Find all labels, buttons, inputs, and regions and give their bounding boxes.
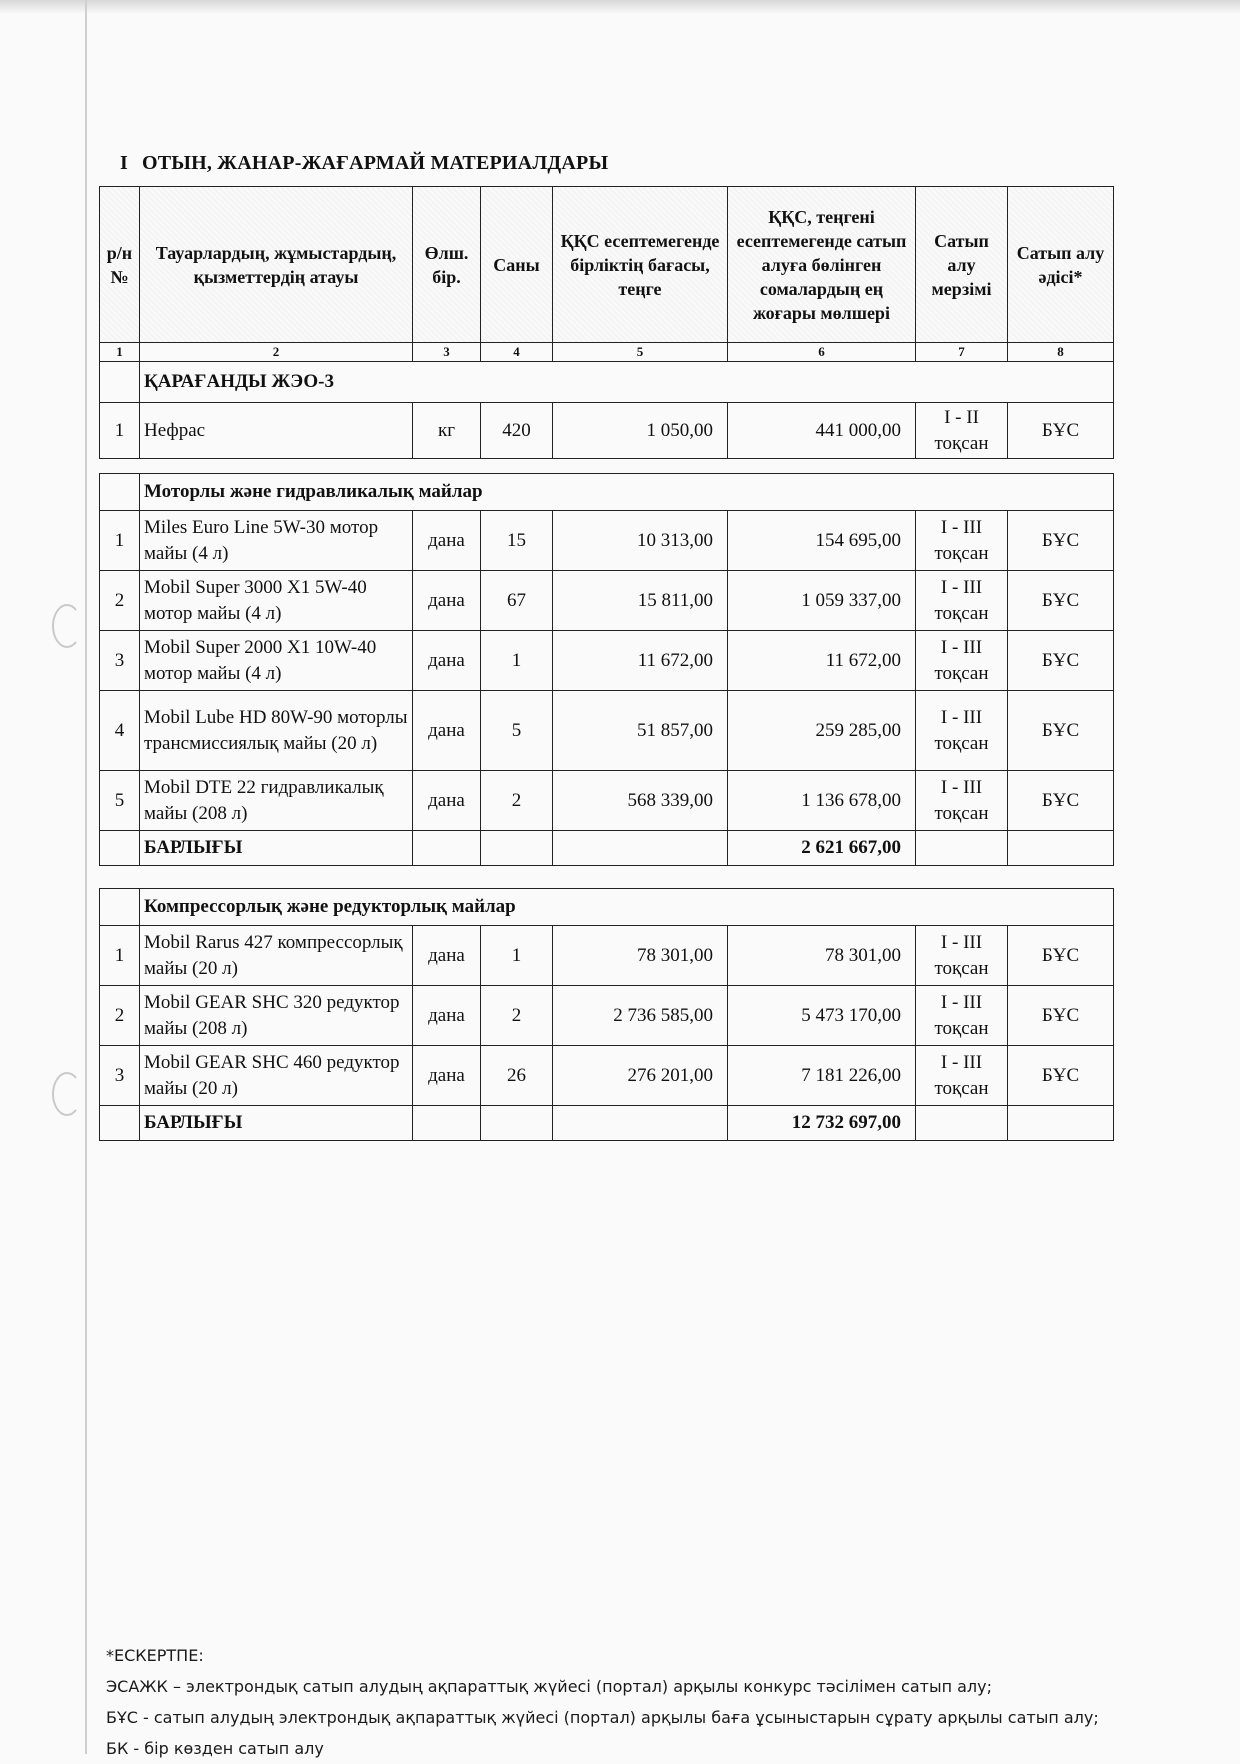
footnote-line: БҰС - сатып алудың электрондық ақпараттық жүйесі (портал) арқылы баға ұсыныстарын сұрату арқылы сатып алу;: [106, 1708, 1099, 1727]
item-name: Mobil Super 3000 X1 5W-40 мотор майы (4 л): [140, 571, 413, 631]
item-unit-price: 15 811,00: [553, 571, 728, 631]
footnote-line: БК - бір көзден сатып алу: [106, 1739, 324, 1758]
section-roman-number: I: [120, 152, 128, 174]
total-label: БАРЛЫҒЫ: [140, 1106, 413, 1141]
footnote-line: ЭСАЖК – электрондық сатып алудың ақпараттық жүйесі (портал) арқылы конкурс тәсілімен сатып алу;: [106, 1677, 993, 1696]
group-title: Моторлы және гидравликалық майлар: [140, 474, 1114, 511]
item-max-sum: 7 181 226,00: [728, 1046, 916, 1106]
item-max-sum: 5 473 170,00: [728, 986, 916, 1046]
group-title-row: [100, 474, 1114, 511]
footnote-title: *ЕСКЕРТПЕ:: [106, 1646, 204, 1665]
row-number: 2: [100, 986, 140, 1046]
group-title: Компрессорлық және редукторлық майлар: [140, 889, 1114, 926]
item-quantity: 67: [481, 571, 553, 631]
row-number: 1: [100, 403, 140, 459]
page-fold-line: [85, 0, 87, 1754]
column-number: 1: [100, 343, 140, 362]
row-number: 2: [100, 571, 140, 631]
column-number: 7: [916, 343, 1008, 362]
row-number: 1: [100, 926, 140, 986]
item-quantity: 5: [481, 691, 553, 771]
column-number: 5: [553, 343, 728, 362]
item-unit-price: 10 313,00: [553, 511, 728, 571]
column-header-term: Сатып алу мерзімі: [916, 187, 1008, 343]
item-quantity: 1: [481, 631, 553, 691]
item-name: Mobil Lube HD 80W-90 моторлы трансмиссиялық майы (20 л): [140, 691, 413, 771]
item-term: I - III тоқсан: [916, 1046, 1008, 1106]
item-method: БҰС: [1008, 511, 1114, 571]
item-term: I - III тоқсан: [916, 926, 1008, 986]
total-value: 12 732 697,00: [728, 1106, 916, 1141]
row-number: 5: [100, 771, 140, 831]
total-label: БАРЛЫҒЫ: [140, 831, 413, 866]
motor-oils-table: [99, 473, 1114, 866]
row-number: 1: [100, 511, 140, 571]
item-term: I - II тоқсан: [916, 403, 1008, 459]
column-number: 6: [728, 343, 916, 362]
item-unit: дана: [413, 986, 481, 1046]
total-value: 2 621 667,00: [728, 831, 916, 866]
item-unit: дана: [413, 511, 481, 571]
section-title-text: ОТЫН, ЖАНАР-ЖАҒАРМАЙ МАТЕРИАЛДАРЫ: [141, 152, 609, 174]
column-header-row: [100, 187, 1114, 343]
column-header-method: Сатып алу әдісі*: [1008, 187, 1114, 343]
total-row: [100, 831, 1114, 866]
item-max-sum: 1 136 678,00: [728, 771, 916, 831]
total-row: [100, 1106, 1114, 1141]
compressor-oils-table: [99, 888, 1114, 1141]
column-number: 4: [481, 343, 553, 362]
item-method: БҰС: [1008, 771, 1114, 831]
item-name: Mobil GEAR SHC 320 редуктор майы (208 л): [140, 986, 413, 1046]
item-name: Mobil Rarus 427 компрессорлық майы (20 л): [140, 926, 413, 986]
item-method: БҰС: [1008, 1046, 1114, 1106]
table-row: [100, 631, 1114, 691]
item-term: I - III тоқсан: [916, 771, 1008, 831]
item-name: Нефрас: [140, 403, 413, 459]
item-quantity: 26: [481, 1046, 553, 1106]
item-name: Mobil Super 2000 X1 10W-40 мотор майы (4 л): [140, 631, 413, 691]
item-quantity: 1: [481, 926, 553, 986]
column-header-number: р/н №: [100, 187, 140, 343]
table-row: [100, 986, 1114, 1046]
item-unit: дана: [413, 631, 481, 691]
item-unit: дана: [413, 571, 481, 631]
header-table: [99, 186, 1114, 459]
footnote: [106, 1640, 1099, 1764]
table-row: [100, 1046, 1114, 1106]
row-number: 4: [100, 691, 140, 771]
column-number: 3: [413, 343, 481, 362]
table-row: [100, 691, 1114, 771]
item-unit-price: 568 339,00: [553, 771, 728, 831]
item-unit-price: 2 736 585,00: [553, 986, 728, 1046]
item-method: БҰС: [1008, 631, 1114, 691]
item-method: БҰС: [1008, 926, 1114, 986]
item-max-sum: 259 285,00: [728, 691, 916, 771]
item-name: Miles Euro Line 5W-30 мотор майы (4 л): [140, 511, 413, 571]
item-unit: дана: [413, 1046, 481, 1106]
table-row: [100, 511, 1114, 571]
table-row: [100, 926, 1114, 986]
item-term: I - III тоқсан: [916, 571, 1008, 631]
item-max-sum: 78 301,00: [728, 926, 916, 986]
item-method: БҰС: [1008, 986, 1114, 1046]
item-max-sum: 154 695,00: [728, 511, 916, 571]
column-number-row: [100, 343, 1114, 362]
item-unit: дана: [413, 926, 481, 986]
row-number: 3: [100, 631, 140, 691]
item-unit-price: 11 672,00: [553, 631, 728, 691]
item-unit: кг: [413, 403, 481, 459]
item-term: I - III тоқсан: [916, 691, 1008, 771]
punch-hole: [52, 1072, 82, 1116]
item-name: Mobil GEAR SHC 460 редуктор майы (20 л): [140, 1046, 413, 1106]
item-quantity: 420: [481, 403, 553, 459]
item-term: I - III тоқсан: [916, 511, 1008, 571]
item-method: БҰС: [1008, 571, 1114, 631]
table-row: [100, 571, 1114, 631]
row-number: 3: [100, 1046, 140, 1106]
item-unit-price: 1 050,00: [553, 403, 728, 459]
item-max-sum: 441 000,00: [728, 403, 916, 459]
item-quantity: 15: [481, 511, 553, 571]
column-header-unit-price: ҚҚС есептемегенде бірліктің бағасы, теңге: [553, 187, 728, 343]
column-number: 8: [1008, 343, 1114, 362]
punch-hole: [52, 604, 82, 648]
item-method: БҰС: [1008, 691, 1114, 771]
item-unit-price: 51 857,00: [553, 691, 728, 771]
column-header-quantity: Саны: [481, 187, 553, 343]
item-unit: дана: [413, 771, 481, 831]
column-header-name: Тауарлардың, жұмыстардың, қызметтердің атауы: [140, 187, 413, 343]
item-unit: дана: [413, 691, 481, 771]
column-header-max-sum: ҚҚС, теңгені есептемегенде сатып алуға бөлінген сомалардың ең жоғары мөлшері: [728, 187, 916, 343]
section-title: [120, 152, 622, 175]
table-row: [100, 771, 1114, 831]
group-title-row: [100, 362, 1114, 403]
item-quantity: 2: [481, 771, 553, 831]
item-max-sum: 11 672,00: [728, 631, 916, 691]
item-unit-price: 276 201,00: [553, 1046, 728, 1106]
item-max-sum: 1 059 337,00: [728, 571, 916, 631]
item-unit-price: 78 301,00: [553, 926, 728, 986]
page-top-shadow: [0, 0, 1240, 14]
group-title: ҚАРАҒАНДЫ ЖЭО-3: [140, 362, 1114, 403]
group-title-row: [100, 889, 1114, 926]
item-term: I - III тоқсан: [916, 631, 1008, 691]
column-header-unit: Өлш. бір.: [413, 187, 481, 343]
item-method: БҰС: [1008, 403, 1114, 459]
table-row: [100, 403, 1114, 459]
item-name: Mobil DTE 22 гидравликалық майы (208 л): [140, 771, 413, 831]
item-term: I - III тоқсан: [916, 986, 1008, 1046]
item-quantity: 2: [481, 986, 553, 1046]
column-number: 2: [140, 343, 413, 362]
